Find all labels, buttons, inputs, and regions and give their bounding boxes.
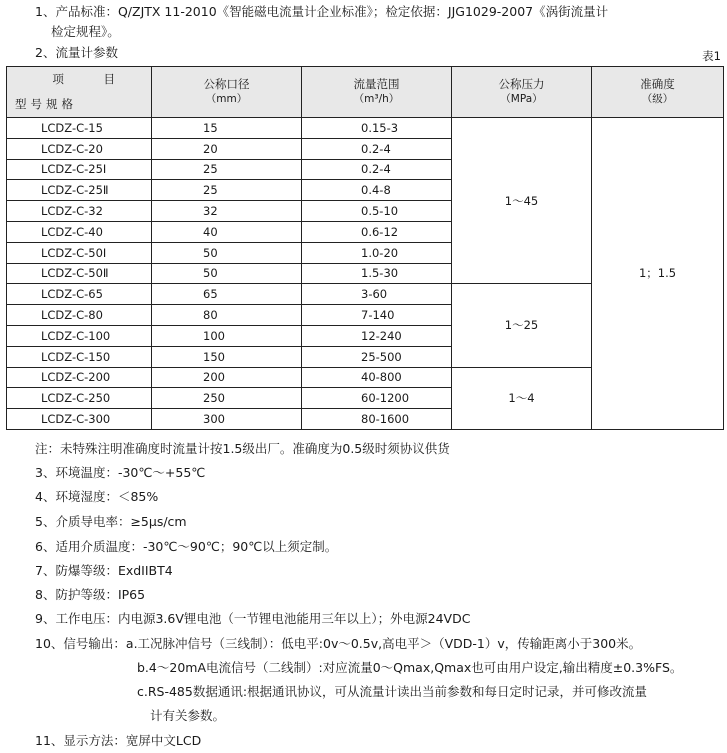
range-cell: 3-60 <box>302 284 452 305</box>
header-diagonal-cell <box>7 67 152 118</box>
model-cell: LCDZ-C-25Ⅱ <box>7 180 152 201</box>
spec-ambient-temp: 3、环境温度：-30℃～+55℃ <box>35 465 206 480</box>
spec-display: 11、显示方法：宽屏中文LCD <box>35 733 202 748</box>
model-cell: LCDZ-C-25Ⅰ <box>7 159 152 180</box>
range-cell: 12-240 <box>302 325 452 346</box>
range-cell: 0.6-12 <box>302 221 452 242</box>
diameter-cell: 32 <box>152 201 302 222</box>
table-label: 表1 <box>702 49 721 63</box>
header-item-label: 项 目 <box>52 72 133 86</box>
model-cell: LCDZ-C-40 <box>7 221 152 242</box>
spec-humidity: 4、环境湿度：＜85% <box>35 489 159 504</box>
spec-protection: 8、防护等级：IP65 <box>35 587 146 602</box>
spec-conductivity: 5、介质导电率：≥5μs/cm <box>35 514 187 529</box>
header-pressure-label: 公称压力 <box>498 77 545 91</box>
range-cell: 0.5-10 <box>302 201 452 222</box>
spec-signal-b: b.4～20mA电流信号（二线制）:对应流量0～Qmax,Qmax也可由用户设定,输出精度±0.3%FS。 <box>137 660 683 675</box>
range-cell: 0.4-8 <box>302 180 452 201</box>
range-cell: 1.5-30 <box>302 263 452 284</box>
model-cell: LCDZ-C-300 <box>7 409 152 430</box>
model-cell: LCDZ-C-200 <box>7 367 152 388</box>
standard-line: 1、产品标准：Q/ZJTX 11-2010《智能磁电流量计企业标准》；检定依据：JJG1029-2007《涡街流量计 <box>35 4 609 19</box>
diameter-cell: 100 <box>152 325 302 346</box>
diameter-cell: 200 <box>152 367 302 388</box>
range-cell: 0.2-4 <box>302 159 452 180</box>
spec-medium-temp: 6、适用介质温度：-30℃～90℃；90℃以上须定制。 <box>35 539 338 554</box>
spec-signal-a: 10、信号输出：a.工况脉冲信号（三线制）：低电平:0v～0.5v,高电平＞（VDD-1）v，传输距离小于300米。 <box>35 636 642 651</box>
standard-line-cont: 检定规程》。 <box>51 24 120 39</box>
flowmeter-param-table <box>6 66 724 430</box>
section-title-params: 2、流量计参数 <box>35 45 118 60</box>
accuracy-cell: 1；1.5 <box>592 118 724 430</box>
range-cell: 25-500 <box>302 346 452 367</box>
header-range <box>302 67 452 118</box>
header-diameter <box>152 67 302 118</box>
model-cell: LCDZ-C-32 <box>7 201 152 222</box>
diameter-cell: 40 <box>152 221 302 242</box>
diameter-cell: 50 <box>152 263 302 284</box>
range-cell: 7-140 <box>302 305 452 326</box>
spec-voltage: 9、工作电压：内电源3.6V锂电池（一节锂电池能用三年以上）；外电源24VDC <box>35 611 471 626</box>
pressure-cell: 1～25 <box>452 284 592 367</box>
spec-signal-c: c.RS-485数据通讯:根据通讯协议，可从流量计读出当前参数和每日定时记录，并可修改流量 <box>137 684 648 699</box>
header-range-label: 流量范围 <box>353 77 400 91</box>
header-model-label: 型号规格 <box>15 97 77 111</box>
model-cell: LCDZ-C-50Ⅱ <box>7 263 152 284</box>
range-cell: 0.2-4 <box>302 138 452 159</box>
diameter-cell: 25 <box>152 180 302 201</box>
diameter-cell: 300 <box>152 409 302 430</box>
note-line: 注：未特殊注明准确度时流量计按1.5级出厂。准确度为0.5级时须协议供货 <box>35 441 450 456</box>
header-diameter-label: 公称口径 <box>203 77 250 91</box>
header-accuracy-label: 准确度 <box>640 77 675 91</box>
header-diameter-unit: （mm） <box>205 93 248 105</box>
range-cell: 1.0-20 <box>302 242 452 263</box>
range-cell: 80-1600 <box>302 409 452 430</box>
model-cell: LCDZ-C-65 <box>7 284 152 305</box>
diameter-cell: 250 <box>152 388 302 409</box>
range-cell: 40-800 <box>302 367 452 388</box>
diameter-cell: 150 <box>152 346 302 367</box>
diameter-cell: 25 <box>152 159 302 180</box>
table-row <box>7 118 724 139</box>
pressure-cell: 1～45 <box>452 118 592 284</box>
diameter-cell: 65 <box>152 284 302 305</box>
diameter-cell: 15 <box>152 118 302 139</box>
model-cell: LCDZ-C-100 <box>7 325 152 346</box>
spec-signal-c-cont: 计有关参数。 <box>150 708 226 723</box>
model-cell: LCDZ-C-15 <box>7 118 152 139</box>
header-pressure-unit: （MPa） <box>500 93 543 105</box>
model-cell: LCDZ-C-80 <box>7 305 152 326</box>
model-cell: LCDZ-C-20 <box>7 138 152 159</box>
header-accuracy <box>592 67 724 118</box>
diameter-cell: 20 <box>152 138 302 159</box>
model-cell: LCDZ-C-150 <box>7 346 152 367</box>
model-cell: LCDZ-C-50Ⅰ <box>7 242 152 263</box>
header-pressure <box>452 67 592 118</box>
pressure-cell: 1～4 <box>452 367 592 429</box>
header-range-unit: （m³/h） <box>353 93 400 105</box>
diameter-cell: 80 <box>152 305 302 326</box>
model-cell: LCDZ-C-250 <box>7 388 152 409</box>
range-cell: 0.15-3 <box>302 118 452 139</box>
header-accuracy-unit: （级） <box>641 93 674 105</box>
spec-explosion-proof: 7、防爆等级：ExdIIBT4 <box>35 563 173 578</box>
range-cell: 60-1200 <box>302 388 452 409</box>
diameter-cell: 50 <box>152 242 302 263</box>
